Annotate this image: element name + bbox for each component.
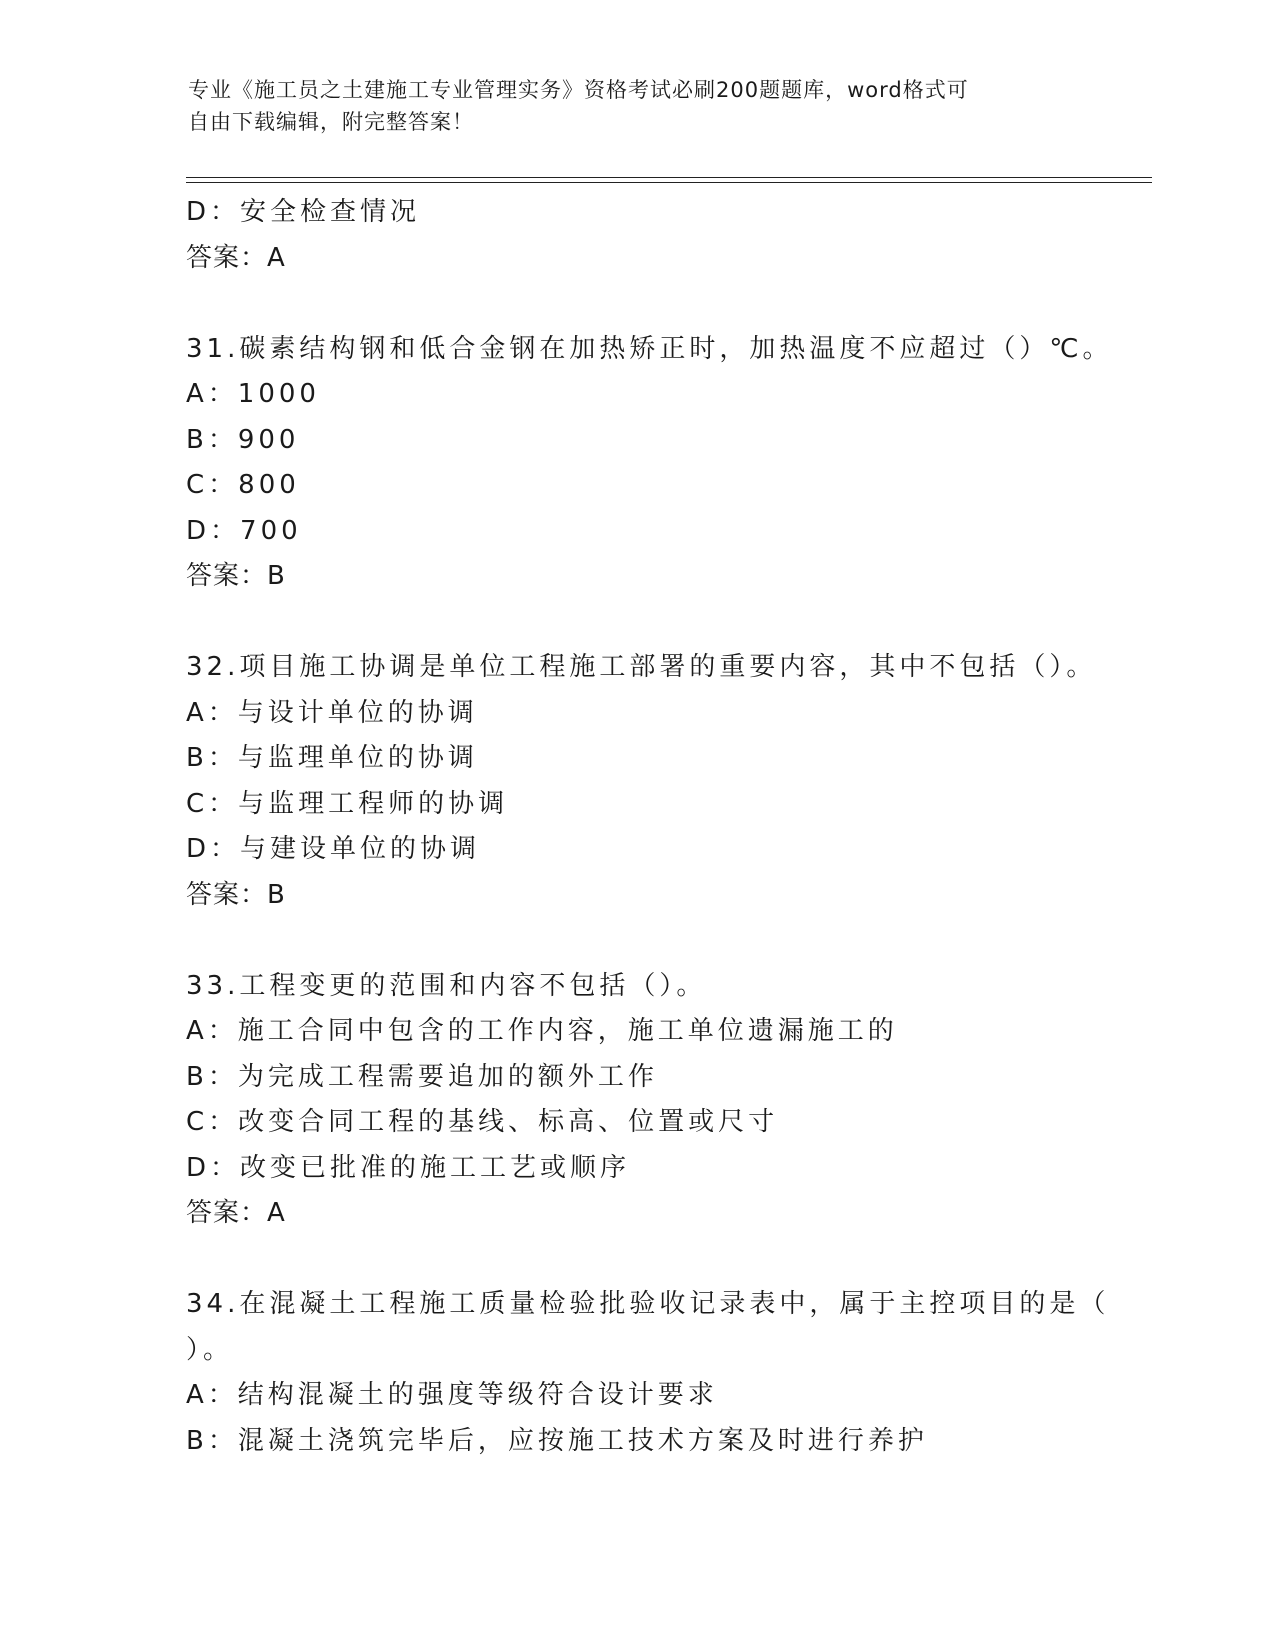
option-b: B：900 [186,424,300,455]
option-c: C：改变合同工程的基线、标高、位置或尺寸 [186,1107,779,1137]
question-stem: 33.工程变更的范围和内容不包括（）。 [186,970,707,1001]
header-title-line-2: 自由下载编辑，附完整答案！ [188,110,474,134]
spacer [186,918,1186,964]
question-stem-line-1: 34.在混凝土工程施工质量检验批验收记录表中，属于主控项目的是（ [186,1289,1110,1319]
spacer [186,1237,1186,1283]
option-d: D：安全检查情况 [186,197,421,227]
option-a: A：与设计单位的协调 [186,697,478,728]
option-a: A：施工合同中包含的工作内容，施工单位遗漏施工的 [186,1016,898,1046]
header-divider-bottom [186,182,1152,183]
answer: 答案：A [186,242,286,273]
question-32 [186,645,1186,918]
option-d: D：与建设单位的协调 [186,834,481,864]
option-c: C：与监理工程师的协调 [186,788,509,819]
option-a: A：结构混凝土的强度等级符合设计要求 [186,1380,718,1410]
question-stem-line-2: ）。 [186,1334,234,1365]
question-33 [186,964,1186,1237]
option-c: C：800 [186,470,300,500]
option-d: D：改变已批准的施工工艺或顺序 [186,1152,631,1183]
question-stem: 32.项目施工协调是单位工程施工部署的重要内容，其中不包括（）。 [186,652,1097,682]
question-31 [186,327,1186,600]
option-b: B：混凝土浇筑完毕后，应按施工技术方案及时进行养护 [186,1425,928,1456]
spacer [186,600,1186,646]
question-list [186,190,1186,1464]
header-divider-top [186,177,1152,178]
option-a: A：1000 [186,379,320,409]
option-b: B：为完成工程需要追加的额外工作 [186,1061,658,1092]
answer: 答案：B [186,561,286,591]
spacer [186,281,1186,327]
page-header [188,74,1088,138]
option-d: D：700 [186,515,302,546]
answer: 答案：A [186,1198,286,1228]
option-b: B：与监理单位的协调 [186,743,478,773]
answer: 答案：B [186,879,286,910]
header-title-line-1: 专业《施工员之土建施工专业管理实务》资格考试必刷200题题库，word格式可 [188,78,969,102]
question-stem: 31.碳素结构钢和低合金钢在加热矫正时，加热温度不应超过（）℃。 [186,333,1113,364]
question-34 [186,1282,1186,1464]
